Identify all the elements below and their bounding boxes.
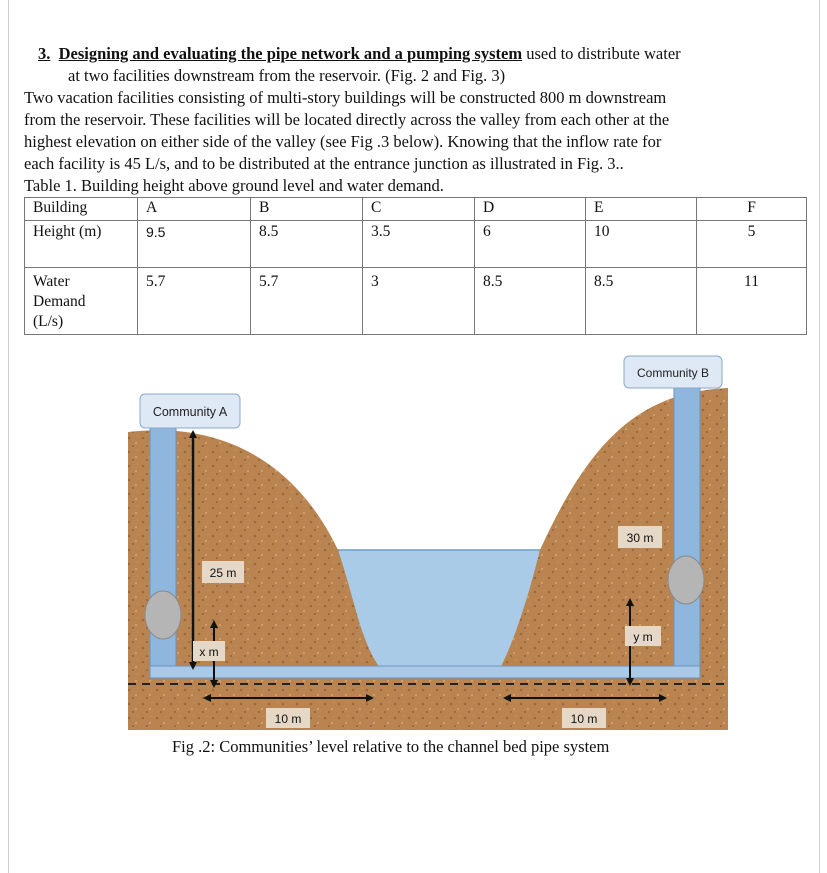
col-header-c: C: [363, 198, 475, 221]
community-a-label: Community A: [152, 405, 228, 419]
dim-10-right-label: 10 m: [570, 712, 598, 726]
paragraph-line: Two vacation facilities consisting of multi-story buildings will be constructed 800 m downstream: [24, 88, 667, 107]
demand-label-line: (L/s): [33, 313, 64, 330]
height-b: 8.5: [251, 221, 363, 268]
col-header-d: D: [475, 198, 586, 221]
question-line-2: at two facilities downstream from the reservoir. (Fig. 2 and Fig. 3): [68, 66, 506, 85]
height-d: 6: [475, 221, 586, 268]
right-vertical-pipe: [674, 384, 700, 678]
dim-25-label: 25 m: [209, 566, 237, 580]
paragraph-line: highest elevation on either side of the valley (see Fig .3 below). Knowing that the inflow rate for: [24, 132, 662, 151]
question-number: 3.: [38, 44, 51, 63]
right-pump: [668, 556, 704, 604]
row-label-building: Building: [25, 198, 138, 221]
demand-e: 8.5: [586, 268, 697, 335]
demand-b: 5.7: [251, 268, 363, 335]
figure-caption: Fig .2: Communities’ level relative to the channel bed pipe system: [172, 737, 610, 756]
demand-c: 3: [363, 268, 475, 335]
height-a: 9.5: [138, 221, 251, 268]
table-caption: Table 1. Building height above ground level and water demand.: [24, 176, 444, 195]
community-b-label: Community B: [636, 366, 710, 380]
left-pump: [145, 591, 181, 639]
demand-f: 11: [697, 268, 807, 335]
dim-10-left-label: 10 m: [274, 712, 302, 726]
paragraph-line: from the reservoir. These facilities will be located directly across the valley from each other at the: [24, 110, 670, 129]
col-header-f: F: [697, 198, 807, 221]
question-title: Designing and evaluating the pipe network and a pumping system: [58, 44, 523, 63]
demand-a: 5.7: [138, 268, 251, 335]
col-header-e: E: [586, 198, 697, 221]
demand-label-line: Water: [33, 273, 70, 290]
left-vertical-pipe: [150, 428, 176, 678]
height-e: 10: [586, 221, 697, 268]
col-header-a: A: [138, 198, 251, 221]
height-f: 5: [697, 221, 807, 268]
row-label-height: Height (m): [25, 221, 138, 268]
demand-d: 8.5: [475, 268, 586, 335]
bottom-horizontal-pipe: [150, 666, 700, 678]
dim-x-label: x m: [199, 645, 219, 659]
question-title-tail: used to distribute water: [522, 44, 681, 63]
dim-30-label: 30 m: [626, 531, 654, 545]
dim-y-label: y m: [633, 630, 653, 644]
demand-label-line: Demand: [33, 293, 86, 310]
paragraph-line: each facility is 45 L/s, and to be distributed at the entrance junction as illustrated in Fig. 3..: [24, 154, 624, 173]
col-header-b: B: [251, 198, 363, 221]
height-c: 3.5: [363, 221, 475, 268]
